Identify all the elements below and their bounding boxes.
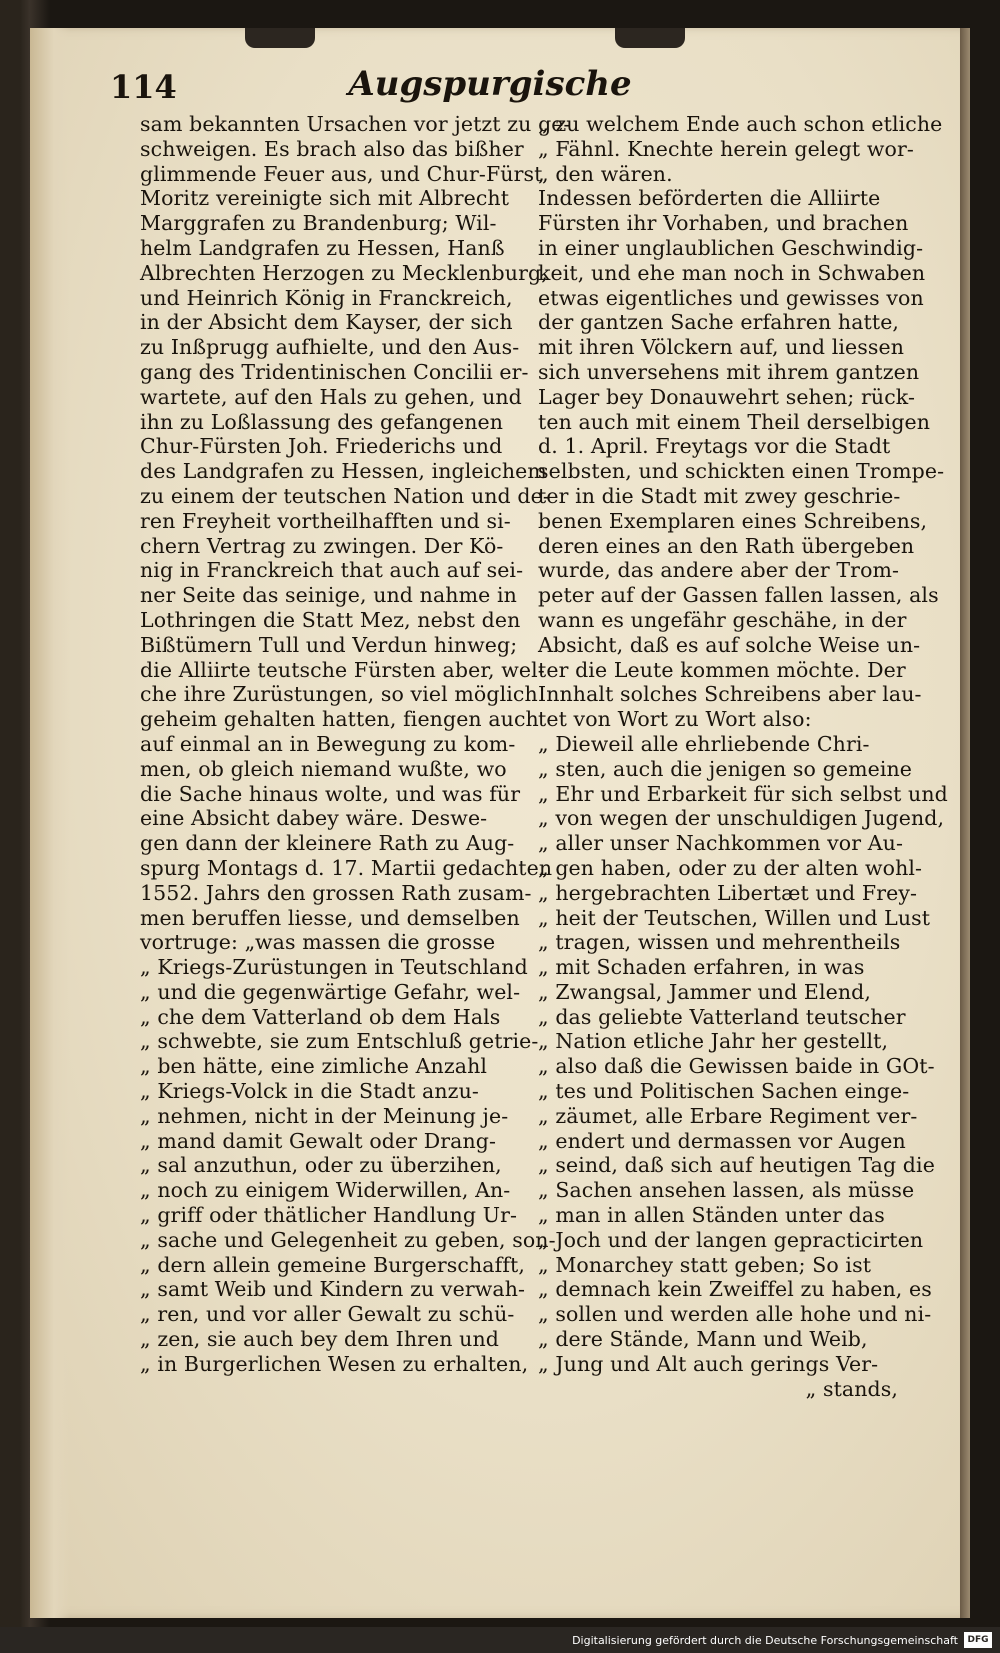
left-column-line: „ ben hätte, eine zimliche Anzahl — [140, 1054, 488, 1079]
right-column-line: „ heit der Teutschen, Willen und Lust — [538, 905, 931, 930]
catchword: „ stands, — [805, 1376, 898, 1401]
left-column-line: „ sache und Gelegenheit zu geben, son- — [140, 1227, 556, 1252]
right-text-column — [538, 112, 948, 1377]
right-column-line: „ man in allen Ständen unter das — [538, 1203, 885, 1228]
footer-bar — [0, 1627, 1000, 1653]
left-column-line: zu einem der teutschen Nation und de- — [140, 483, 550, 508]
right-column-line: „ Joch und der langen gepracticirten — [538, 1227, 924, 1252]
left-column-line: „ und die gegenwärtige Gefahr, wel- — [140, 979, 521, 1004]
left-column-line: „ noch zu einigem Widerwillen, An- — [140, 1178, 511, 1203]
left-column-line: „ nehmen, nicht in der Meinung je- — [140, 1103, 509, 1128]
right-column-line: ten auch mit einem Theil derselbigen — [538, 409, 931, 434]
left-column-line: wartete, auf den Hals zu gehen, und — [140, 384, 522, 409]
right-column-line: „ demnach kein Zweiffel zu haben, es — [538, 1277, 932, 1302]
right-column-line: ter die Leute kommen möchte. Der — [538, 657, 906, 682]
left-column-line: „ zen, sie auch bey dem Ihren und — [140, 1327, 499, 1352]
right-column-line: Absicht, daß es auf solche Weise un- — [538, 632, 921, 657]
right-column-line: sich unversehens mit ihrem gantzen — [538, 359, 920, 384]
left-column-line: Lothringen die Statt Mez, nebst den — [140, 607, 521, 632]
page-header — [110, 60, 870, 106]
left-column-line: glimmende Feuer aus, und Chur-Fürst — [140, 161, 543, 186]
right-column-line: benen Exemplaren eines Schreibens, — [538, 508, 928, 533]
left-text-column — [140, 112, 571, 1377]
left-column-line: „ schwebte, sie zum Entschluß getrie- — [140, 1029, 539, 1054]
left-column-line: Marggrafen zu Brandenburg; Wil- — [140, 211, 497, 236]
right-column-line: wurde, das andere aber der Trom- — [538, 558, 900, 583]
right-column-line: etwas eigentliches und gewisses von — [538, 285, 924, 310]
left-column-line: gen dann der kleinere Rath zu Aug- — [140, 831, 515, 856]
left-column-line: Chur-Fürsten Joh. Friederichs und — [140, 434, 503, 459]
running-title: Augspurgische — [348, 64, 632, 104]
right-column-line: „ also daß die Gewissen baide in GOt- — [538, 1054, 935, 1079]
right-column-line: tet von Wort zu Wort also: — [538, 707, 812, 732]
left-column-line: „ dern allein gemeine Burgerschafft, — [140, 1252, 525, 1277]
left-column-line: eine Absicht dabey wäre. Deswe- — [140, 806, 488, 831]
left-column-line: helm Landgrafen zu Hessen, Hanß — [140, 235, 505, 260]
right-column-line: der gantzen Sache erfahren hatte, — [538, 310, 900, 335]
right-column-line: Indessen beförderten die Alliirte — [538, 186, 881, 211]
left-column-line: gang des Tridentinischen Concilii er- — [140, 359, 529, 384]
left-column-line: „ samt Weib und Kindern zu verwah- — [140, 1277, 526, 1302]
right-column-line: „ Ehr und Erbarkeit für sich selbst und — [538, 781, 948, 806]
right-column-line: „ tragen, wissen und mehrentheils — [538, 930, 901, 955]
left-column-line: „ Kriegs-Volck in die Stadt anzu- — [140, 1079, 479, 1104]
right-column-line: „ das geliebte Vatterland teutscher — [538, 1004, 906, 1029]
right-column-line: „ hergebrachten Libertæt und Frey- — [538, 880, 918, 905]
left-column-line: „ ren, und vor aller Gewalt zu schü- — [140, 1302, 515, 1327]
right-column-line: „ Dieweil alle ehrliebende Chri- — [538, 731, 870, 756]
right-column-line: „ Jung und Alt auch gerings Ver- — [538, 1351, 879, 1376]
right-column-line: „ seind, daß sich auf heutigen Tag die — [538, 1153, 935, 1178]
left-column-line: auf einmal an in Bewegung zu kom- — [140, 731, 516, 756]
right-column-line: „ zu welchem Ende auch schon etliche — [538, 112, 943, 136]
right-column-line: wann es ungefähr geschähe, in der — [538, 607, 907, 632]
right-column-line: Lager bey Donauwehrt sehen; rück- — [538, 384, 915, 409]
left-column-line: des Landgrafen zu Hessen, ingleichem — [140, 459, 547, 484]
right-column-line: selbsten, und schickten einen Trompe- — [538, 459, 945, 484]
left-column-line: die Sache hinaus wolte, und was für — [140, 781, 521, 806]
left-column-line: vortruge: „was massen die grosse — [140, 930, 496, 955]
left-column-line: zu Inßprugg aufhielte, und den Aus- — [140, 335, 520, 360]
right-column-line: keit, und ehe man noch in Schwaben — [538, 260, 926, 285]
left-column-line: 1552. Jahrs den grossen Rath zusam- — [140, 880, 532, 905]
page-edge — [960, 28, 970, 1618]
left-column-line: spurg Montags d. 17. Martii gedachten — [140, 855, 553, 880]
left-column-line: Bißtümern Tull und Verdun hinweg; — [140, 632, 518, 657]
left-column-line: Moritz vereinigte sich mit Albrecht — [140, 186, 510, 211]
right-column-line: „ aller unser Nachkommen vor Au- — [538, 831, 904, 856]
left-column-line: geheim gehalten hatten, fiengen auch — [140, 707, 539, 732]
book-clamp-right — [615, 28, 685, 48]
right-column-line: Fürsten ihr Vorhaben, und brachen — [538, 211, 909, 236]
left-column-line: „ mand damit Gewalt oder Drang- — [140, 1128, 497, 1153]
left-column-line: in der Absicht dem Kayser, der sich — [140, 310, 513, 335]
dfg-logo-icon: DFG — [964, 1632, 992, 1648]
left-column-line: che ihre Zurüstungen, so viel möglich — [140, 682, 538, 707]
left-column-line: und Heinrich König in Franckreich, — [140, 285, 513, 310]
left-column-line: die Alliirte teutsche Fürsten aber, wel- — [140, 657, 545, 682]
left-column-line: „ in Burgerlichen Wesen zu erhalten, — [140, 1351, 529, 1376]
right-column-line: Innhalt solches Schreibens aber lau- — [538, 682, 922, 707]
page-gutter — [30, 28, 70, 1618]
book-clamp-left — [245, 28, 315, 48]
right-column-line: „ tes und Politischen Sachen einge- — [538, 1079, 910, 1104]
right-column-line: „ Nation etliche Jahr her gestellt, — [538, 1029, 889, 1054]
left-column-line: schweigen. Es brach also das bißher — [140, 136, 524, 161]
right-column-line: „ mit Schaden erfahren, in was — [538, 955, 865, 980]
right-column-line: mit ihren Völckern auf, und liessen — [538, 335, 905, 360]
right-column-line: „ sollen und werden alle hohe und ni- — [538, 1302, 932, 1327]
right-column-line: „ endert und dermassen vor Augen — [538, 1128, 906, 1153]
left-column-line: Albrechten Herzogen zu Mecklenburg, — [140, 260, 548, 285]
right-column-line: „ Fähnl. Knechte herein gelegt wor- — [538, 136, 914, 161]
left-column-line: „ griff oder thätlicher Handlung Ur- — [140, 1203, 517, 1228]
right-column-line: d. 1. April. Freytags vor die Stadt — [538, 434, 891, 459]
right-column-line: „ Monarchey statt geben; So ist — [538, 1252, 872, 1277]
left-column-line: men beruffen liesse, und demselben — [140, 905, 520, 930]
right-column-line: „ gen haben, oder zu der alten wohl- — [538, 855, 923, 880]
funding-credit: Digitalisierung gefördert durch die Deutsche Forschungsgemeinschaft — [572, 1634, 958, 1647]
right-column-line: in einer unglaublichen Geschwindig- — [538, 235, 924, 260]
right-column-line: deren eines an den Rath übergeben — [538, 533, 915, 558]
left-column-line: men, ob gleich niemand wußte, wo — [140, 756, 507, 781]
right-column-line: ter in die Stadt mit zwey geschrie- — [538, 483, 901, 508]
left-column-line: nig in Franckreich that auch auf sei- — [140, 558, 524, 583]
right-column-line: „ zäumet, alle Erbare Regiment ver- — [538, 1103, 918, 1128]
right-column-line: „ sten, auch die jenigen so gemeine — [538, 756, 913, 781]
page-number: 114 — [110, 68, 177, 106]
right-column-line: „ Sachen ansehen lassen, als müsse — [538, 1178, 915, 1203]
left-column-line: ren Freyheit vortheilhafften und si- — [140, 508, 511, 533]
left-column-line: „ che dem Vatterland ob dem Hals — [140, 1004, 501, 1029]
right-column-line: „ dere Stände, Mann und Weib, — [538, 1327, 868, 1352]
left-column-line: ihn zu Loßlassung des gefangenen — [140, 409, 504, 434]
left-column-line: ner Seite das seinige, und nahme in — [140, 583, 517, 608]
left-column-line: chern Vertrag zu zwingen. Der Kö- — [140, 533, 504, 558]
left-column-line: sam bekannten Ursachen vor jetzt zu ge- — [140, 112, 571, 136]
left-column-line: „ sal anzuthun, oder zu überzihen, — [140, 1153, 502, 1178]
right-column-line: „ von wegen der unschuldigen Jugend, — [538, 806, 945, 831]
left-column-line: „ Kriegs-Zurüstungen in Teutschland — [140, 955, 528, 980]
right-column-line: „ Zwangsal, Jammer und Elend, — [538, 979, 872, 1004]
right-column-line: „ den wären. — [538, 161, 673, 186]
right-column-line: peter auf der Gassen fallen lassen, als — [538, 583, 939, 608]
